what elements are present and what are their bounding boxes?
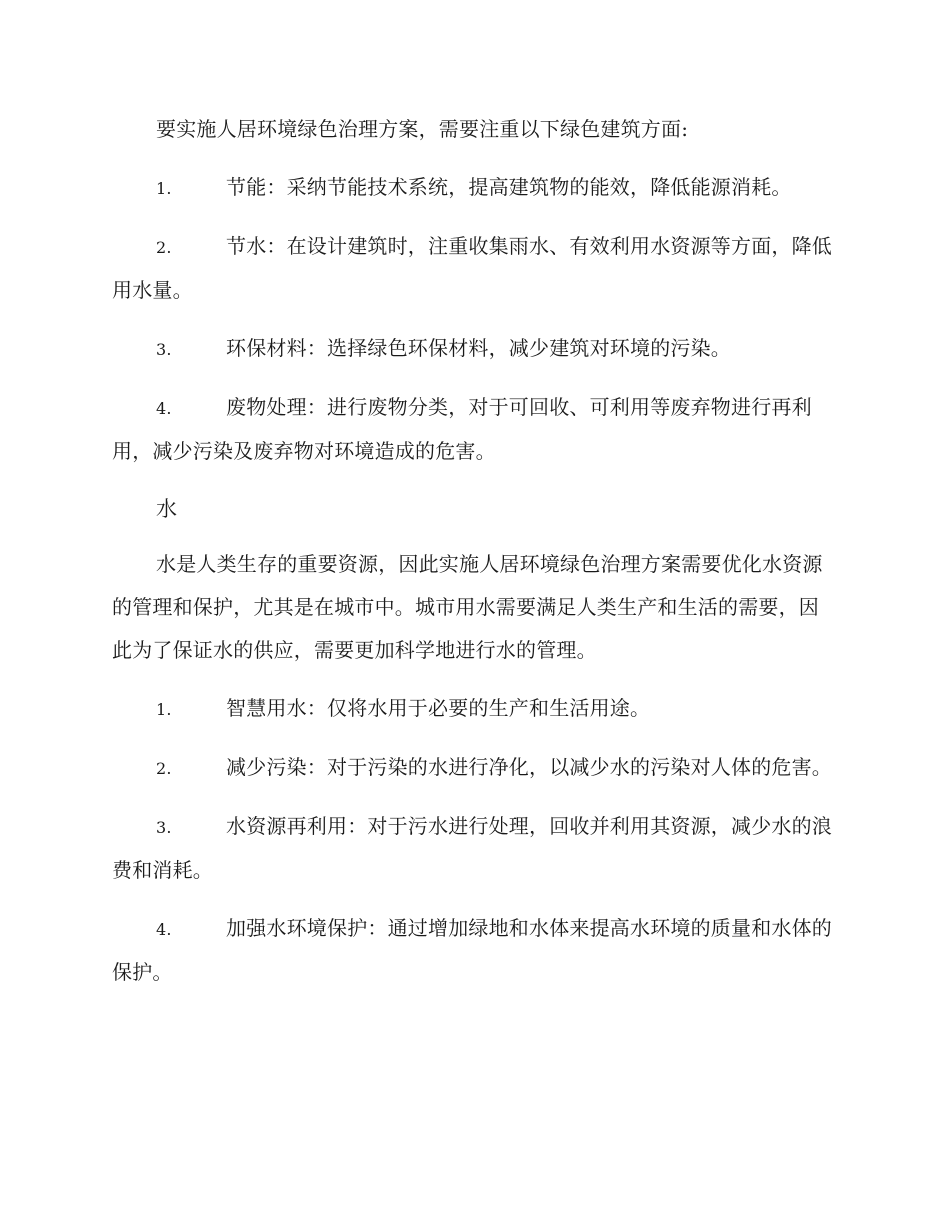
green-building-list xyxy=(112,166,834,473)
list-text: 减少污染：对于污染的水进行净化，以减少水的污染对人体的危害。 xyxy=(226,755,832,779)
list-item xyxy=(112,687,834,731)
list-text: 节水：在设计建筑时，注重收集雨水、有效利用水资源等方面，降低用水量。 xyxy=(112,234,832,302)
water-list xyxy=(112,687,834,994)
list-text: 节能：采纳节能技术系统，提高建筑物的能效，降低能源消耗。 xyxy=(226,175,792,199)
list-item xyxy=(112,805,834,892)
list-item xyxy=(112,327,834,371)
intro-paragraph: 要实施人居环境绿色治理方案，需要注重以下绿色建筑方面: xyxy=(156,117,689,141)
list-number: 3. xyxy=(156,818,172,837)
list-text: 加强水环境保护：通过增加绿地和水体来提高水环境的质量和水体的保护。 xyxy=(112,916,832,984)
list-item xyxy=(112,225,834,312)
list-text: 废物处理：进行废物分类，对于可回收、可利用等废弃物进行再利用，减少污染及废弃物对环境造成的危害。 xyxy=(112,395,812,463)
list-number: 4. xyxy=(156,920,172,939)
list-item xyxy=(112,907,834,994)
list-text: 智慧用水：仅将水用于必要的生产和生活用途。 xyxy=(226,696,651,720)
list-number: 2. xyxy=(156,759,172,778)
list-number: 3. xyxy=(156,340,172,359)
list-number: 1. xyxy=(156,700,172,719)
list-number: 2. xyxy=(156,238,172,257)
list-item xyxy=(112,386,834,473)
water-paragraph: 水是人类生存的重要资源，因此实施人居环境绿色治理方案需要优化水资源的管理和保护，尤其是在城市中。城市用水需要满足人类生产和生活的需要，因此为了保证水的供应，需要更加科学地进行水的管理。 xyxy=(112,552,823,662)
list-item xyxy=(112,166,834,210)
list-number: 4. xyxy=(156,399,172,418)
section-heading: 水 xyxy=(156,497,177,521)
list-item xyxy=(112,746,834,790)
document-page xyxy=(112,108,834,1009)
list-text: 水资源再利用：对于污水进行处理，回收并利用其资源，减少水的浪费和消耗。 xyxy=(112,814,832,882)
list-text: 环保材料：选择绿色环保材料，减少建筑对环境的污染。 xyxy=(226,336,731,360)
list-number: 1. xyxy=(156,179,172,198)
